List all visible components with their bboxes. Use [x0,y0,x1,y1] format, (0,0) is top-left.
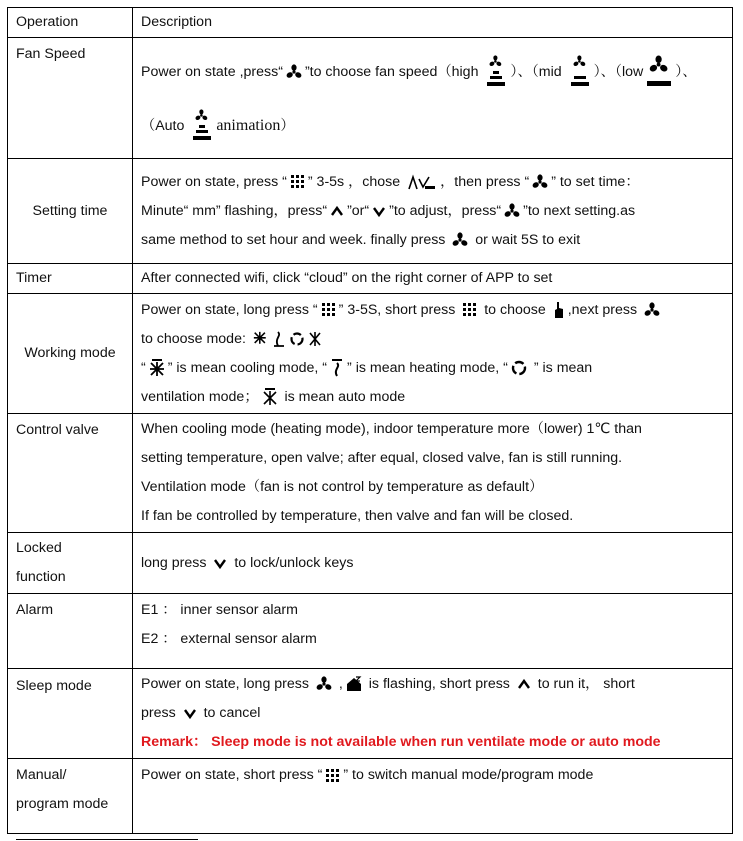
row-alarm [8,594,733,669]
row-setting-time [8,159,733,264]
desc-fan-speed [133,38,733,159]
label-alarm: Alarm [8,594,133,669]
desc-working-mode [133,294,733,414]
chevron-down-icon [213,556,227,570]
sleep-text: to cancel [199,705,261,721]
grid-key-icon [321,302,336,317]
fan-speed-text-8: ） [280,118,295,134]
working-mode-text: ” 3-5S, short press [338,301,460,318]
locked-label-1: Locked [16,540,62,556]
locked-label-2: function [16,569,66,585]
setting-time-text: same method to set hour and week. finally press [141,231,450,248]
fan-speed-text-4: ）、（low [593,64,644,80]
ventilation-mode-icon [511,360,527,376]
working-mode-text: ventilation mode； [141,388,259,405]
footnote-separator [16,839,198,840]
working-mode-text: ” is mean heating mode, “ [347,359,508,376]
clock-set-icon [407,173,437,191]
chevron-down-icon [372,204,386,218]
fan-speed-text-1: Power on state ,press“ [141,64,283,80]
fan-icon [316,676,332,692]
label-working-mode: Working mode [8,294,133,414]
sleep-icon [346,676,362,692]
desc-setting-time [133,159,733,264]
chevron-up-icon [330,204,344,218]
working-mode-text: ,next press [567,301,642,318]
row-fan-speed [8,38,733,159]
setting-time-text: Power on state, press “ [141,173,287,190]
setting-time-text: ”to adjust，press“ [389,202,502,219]
working-mode-text: to choose [480,301,550,318]
label-control-valve: Control valve [8,414,133,533]
manual-text: Power on state, short press “ [141,767,323,783]
fan-auto-icon [191,109,213,143]
fan-speed-text-7: animation [216,117,281,134]
manual-text: ” to switch manual mode/program mode [343,767,594,783]
working-mode-text: ” is mean [529,359,593,376]
fan-high-speed-icon [485,55,507,89]
header-operation: Operation [8,8,133,38]
row-working-mode [8,294,733,414]
table-header-row [8,8,733,38]
label-manual-program [8,759,133,834]
setting-time-text: or wait 5S to exit [471,231,581,248]
fan-speed-text-2: ”to choose fan speed（high [304,64,483,80]
control-valve-line-4: If fan be controlled by temperature, then valve and fan will be closed. [141,508,574,524]
grid-key-icon [462,302,477,317]
sleep-text: to run it， short [533,676,635,692]
label-timer: Timer [8,264,133,294]
grid-key-icon [325,768,340,783]
fan-speed-text-3: ）、（mid [510,64,566,80]
control-valve-line-1: When cooling mode (heating mode), indoor temperature more（lower) 1℃ than [141,421,642,437]
working-mode-text: to choose mode: [141,330,250,347]
setting-time-text: ” 3-5s ，chose [307,173,405,190]
alarm-line-1: E1 ： inner sensor alarm [141,602,298,618]
locked-text: to lock/unlock keys [230,554,354,571]
hand-icon [553,301,565,319]
fan-icon [452,232,468,248]
desc-locked-function [133,533,733,594]
desc-manual-program [133,759,733,834]
heat-mode-icon [330,359,344,377]
header-description: Description [133,8,733,38]
control-valve-line-2: setting temperature, open valve; after equal, closed valve, fan is still running. [141,450,623,466]
fan-icon [504,203,520,219]
sleep-text: , [334,676,343,692]
cool-mode-icon [149,359,165,377]
label-sleep-mode: Sleep mode [8,669,133,759]
setting-time-text: ”to next setting.as [523,202,636,219]
alarm-line-2: E2 ： external sensor alarm [141,631,317,647]
sleep-remark: Remark： Sleep mode is not available when run ventilate mode or auto mode [141,734,661,750]
working-mode-text: ” is mean cooling mode, “ [167,359,328,376]
fan-icon [644,302,660,318]
desc-alarm [133,594,733,669]
working-mode-text: is mean auto mode [280,388,406,405]
sleep-text: press [141,705,180,721]
row-manual-program [8,759,733,834]
label-fan-speed: Fan Speed [8,38,133,159]
desc-sleep-mode [133,669,733,759]
sleep-text: Power on state, long press [141,676,313,692]
auto-mode-icon [262,388,278,406]
fan-low-speed-icon [646,55,672,89]
row-sleep-mode [8,669,733,759]
sleep-text: is flashing, short press [364,676,514,692]
working-mode-text: Power on state, long press “ [141,301,318,318]
desc-control-valve [133,414,733,533]
row-timer [8,264,733,294]
label-setting-time: Setting time [8,159,133,264]
setting-time-text: ，then press “ [440,173,530,190]
manual-label-2: program mode [16,796,109,812]
fan-speed-text-5: ）、 [675,64,697,80]
control-valve-line-3: Ventilation mode（fan is not control by temperature as default） [141,479,544,495]
working-mode-text: “ [141,359,146,376]
row-control-valve [8,414,733,533]
setting-time-text: Minute“ mm” flashing，press“ [141,202,328,219]
label-locked-function [8,533,133,594]
row-locked-function [8,533,733,594]
fan-mid-speed-icon [569,55,591,89]
chevron-down-icon [183,706,197,720]
setting-time-text: ” to set time： [551,173,640,190]
chevron-up-icon [517,677,531,691]
fan-speed-text-6: （Auto [141,118,189,134]
fan-icon [532,174,548,190]
manual-label-1: Manual/ [16,767,67,783]
fan-icon [286,64,302,80]
setting-time-text: ”or“ [347,202,370,219]
locked-text: long press [141,554,211,571]
desc-timer: After connected wifi, click “cloud” on the right corner of APP to set [133,264,733,294]
operation-table [7,7,733,834]
mode-icons-group [253,331,323,347]
grid-key-icon [290,174,305,189]
